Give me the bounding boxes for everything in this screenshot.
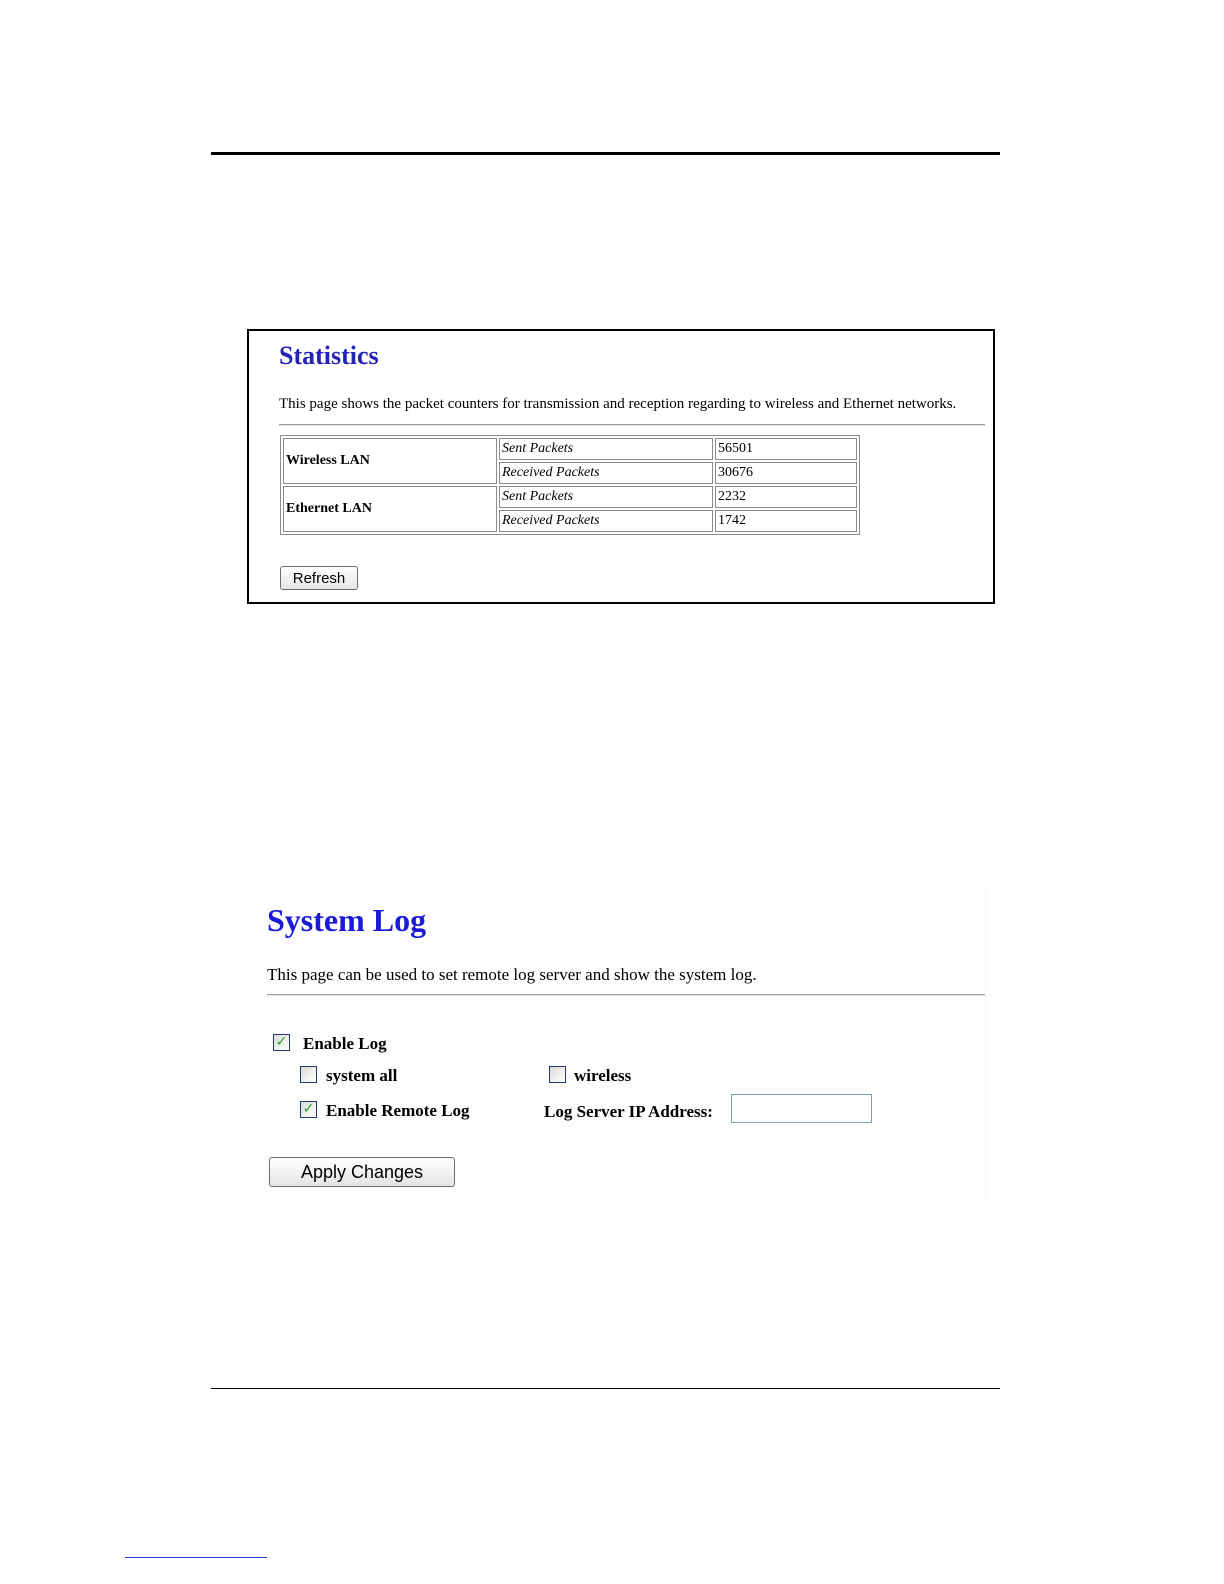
footnote-rule: [125, 1557, 267, 1558]
page-footer-rule: [211, 1388, 1000, 1389]
metric-value: 2232: [715, 486, 857, 508]
enable-remote-log-label: Enable Remote Log: [326, 1101, 470, 1120]
wireless-label: wireless: [574, 1066, 632, 1085]
metric-label: Sent Packets: [499, 438, 713, 460]
apply-changes-button[interactable]: Apply Changes: [269, 1157, 455, 1187]
enable-log-label: Enable Log: [303, 1034, 387, 1053]
refresh-button[interactable]: Refresh: [280, 566, 358, 590]
wireless-checkbox[interactable]: [549, 1066, 566, 1083]
enable-log-checkbox[interactable]: ✓: [273, 1034, 290, 1051]
wireless-lan-label: Wireless LAN: [283, 438, 497, 484]
metric-label: Sent Packets: [499, 486, 713, 508]
metric-label: Received Packets: [499, 462, 713, 484]
system-log-description: This page can be used to set remote log server and show the system log.: [267, 965, 757, 984]
metric-value: 56501: [715, 438, 857, 460]
enable-remote-log-checkbox[interactable]: ✓: [300, 1101, 317, 1118]
ethernet-lan-label: Ethernet LAN: [283, 486, 497, 532]
metric-value: 30676: [715, 462, 857, 484]
statistics-description: This page shows the packet counters for transmission and reception regarding to wireless and Ethernet networks.: [279, 396, 957, 412]
metric-value: 1742: [715, 510, 857, 532]
statistics-title: Statistics: [279, 341, 379, 370]
statistics-table: [280, 435, 860, 535]
system-log-divider: [267, 994, 985, 996]
page-header-rule: [211, 152, 1000, 155]
statistics-panel: [247, 329, 995, 604]
statistics-divider: [279, 424, 985, 426]
metric-label: Received Packets: [499, 510, 713, 532]
system-log-title: System Log: [267, 902, 427, 938]
system-all-checkbox[interactable]: [300, 1066, 317, 1083]
log-server-ip-label: Log Server IP Address:: [544, 1102, 713, 1121]
table-row: [283, 486, 857, 508]
system-all-label: system all: [326, 1066, 398, 1085]
table-row: [283, 438, 857, 460]
system-log-panel: [257, 886, 987, 1201]
log-server-ip-input[interactable]: [731, 1094, 872, 1123]
